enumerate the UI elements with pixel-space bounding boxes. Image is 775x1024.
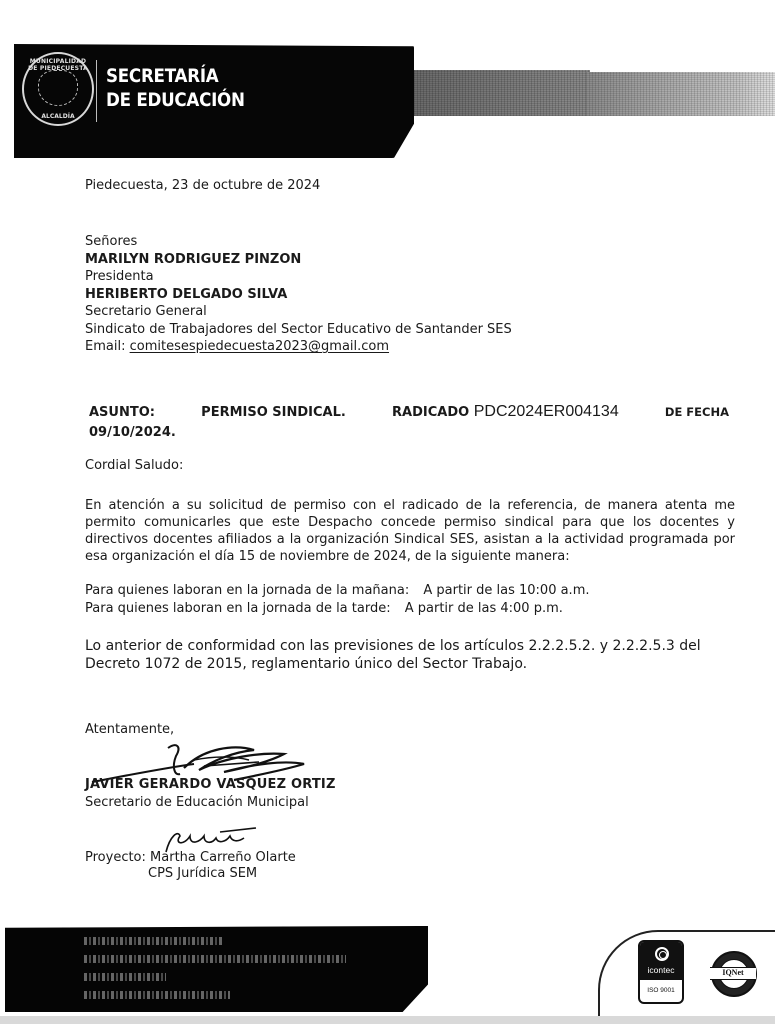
icontec-label: icontec xyxy=(647,965,675,975)
email-link[interactable]: comitesespiedecuesta2023@gmail.com xyxy=(129,339,390,354)
schedule-shift: Para quienes laboran en la jornada de la mañana: xyxy=(85,583,410,598)
subject-topic: PERMISO SINDICAL. xyxy=(201,405,346,420)
organization-name: Sindicato de Trabajadores del Sector Educativo de Santander SES xyxy=(85,321,512,337)
iso-standard-label: ISO 9001 xyxy=(647,987,675,994)
schedule-item-morning xyxy=(85,582,590,600)
project-name: Martha Carreño Olarte xyxy=(150,850,296,865)
recipient1-role: Presidenta xyxy=(85,269,154,284)
addressee-block xyxy=(85,234,512,357)
schedule-shift: Para quienes laboran en la jornada de la tarde: xyxy=(85,601,391,616)
seal-top-text: MUNICIPALIDAD DE PIEDECUESTA xyxy=(28,58,88,72)
schedule-item-afternoon xyxy=(85,600,590,618)
iqnet-certification-badge xyxy=(711,951,757,997)
place-date: Piedecuesta, 23 de octubre de 2024 xyxy=(85,178,321,193)
recipient1-name: MARILYN RODRIGUEZ PINZON xyxy=(85,251,302,267)
recipient2-name: HERIBERTO DELGADO SILVA xyxy=(85,286,288,302)
subject-date: 09/10/2024. xyxy=(89,425,176,440)
footer-line xyxy=(84,937,224,945)
page-bottom-edge xyxy=(0,1016,775,1024)
letterhead-title xyxy=(106,64,245,112)
radicado-label: RADICADO xyxy=(392,405,470,420)
project-label: Proyecto: xyxy=(85,850,146,865)
project-line xyxy=(85,849,296,866)
footer-line xyxy=(84,955,346,963)
schedule-list xyxy=(85,582,590,618)
radicado-reference xyxy=(392,402,619,423)
radicado-number: PDC2024ER004134 xyxy=(473,403,619,420)
footer-line xyxy=(84,973,166,981)
iqnet-label: IQNet xyxy=(710,967,756,980)
signer-role: Secretario de Educación Municipal xyxy=(85,795,309,810)
subject-date-label: DE FECHA xyxy=(664,405,729,419)
schedule-time: A partir de las 10:00 a.m. xyxy=(423,583,590,598)
icontec-logo-icon xyxy=(655,947,669,961)
header-decorative-gradient xyxy=(414,70,590,116)
header-decorative-gradient-tail xyxy=(586,72,775,116)
municipal-seal-icon xyxy=(22,52,94,126)
icontec-certification-badge xyxy=(638,940,684,1004)
schedule-time: A partir de las 4:00 p.m. xyxy=(404,601,563,616)
subject-label: ASUNTO: xyxy=(89,405,155,420)
footer-address-illegible xyxy=(84,937,346,1009)
project-role: CPS Jurídica SEM xyxy=(148,866,258,881)
closing: Atentamente, xyxy=(85,722,175,737)
footer-line xyxy=(84,991,230,999)
recipient2-role: Secretario General xyxy=(85,304,207,319)
email-label: Email: xyxy=(85,339,126,354)
seal-emblem-icon xyxy=(38,70,78,106)
letterhead-divider xyxy=(96,60,97,122)
letterhead-title-line1: SECRETARÍA xyxy=(106,65,219,87)
signer-name: JAVIER GERARDO VASQUEZ ORTIZ xyxy=(85,777,336,792)
letterhead-title-line2: DE EDUCACIÓN xyxy=(106,89,245,111)
email-line xyxy=(85,339,512,357)
legal-basis: Lo anterior de conformidad con las previsiones de los artículos 2.2.2.5.2. y 2.2.2.5.3 del Decreto 1072 de 2015, reglamentario único del Sector Trabajo. xyxy=(85,638,701,672)
seal-bottom-text: ALCALDÍA xyxy=(41,113,75,120)
body-paragraph: En atención a su solicitud de permiso con el radicado de la referencia, de manera atenta me permito comunicarles que este Despacho concede permiso sindical para que los docentes y directivos docentes afiliados a la organización Sindical SES, asistan a la actividad programada por esa organización el día 15 de noviembre de 2024, de la siguiente manera: xyxy=(85,498,735,564)
salutation: Señores xyxy=(85,234,138,249)
greeting: Cordial Saludo: xyxy=(85,458,184,473)
subject-block xyxy=(89,402,729,443)
